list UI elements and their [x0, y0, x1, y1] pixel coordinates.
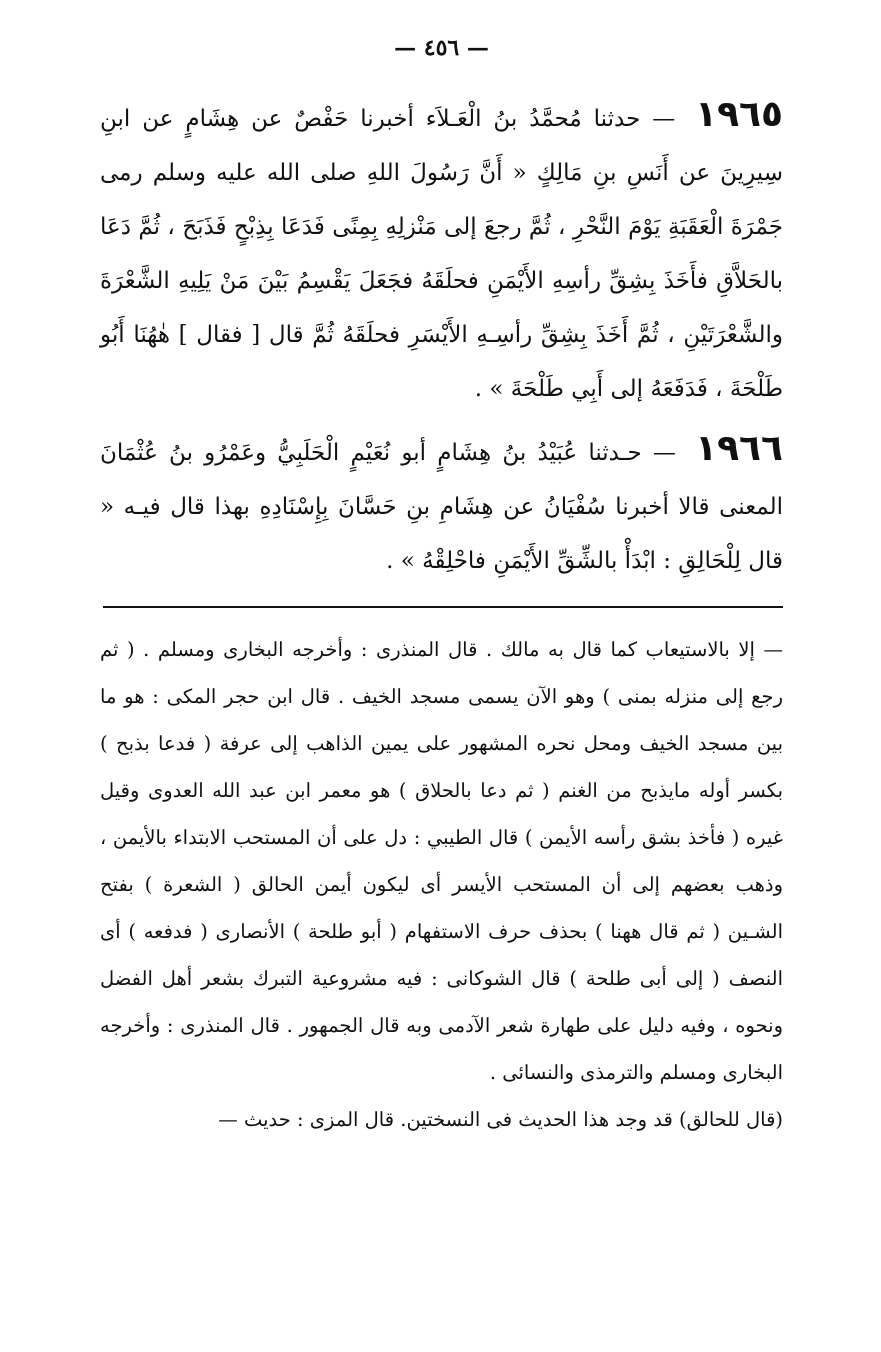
footnote-divider: [103, 606, 783, 608]
footnotes: — إلا بالاستيعاب كما قال به مالك . قال المنذرى : وأخرجه البخارى ومسلم . ( ثم رجع إلى منزله بمنى ) وهو الآن يسمى مسجد الخيف . قال ابن حجر المكى : هو ما بين مسجد الخيف ومحل نحره المشهور على يمين الذاهب إلى عرفة ( فدعا بذبح ) بكسر أوله مايذبح من الغنم ( ثم دعا بالحلاق ) هو معمر ابن عبد الله العدوى وقيل غيره ( فأخذ بشق رأسه الأيمن ) قال الطيبي : دل على أن المستحب الابتداء بالأيمن ، وذهب بعضهم إلى أن المستحب الأيسر أى ليكون أيمن الحالق ( الشعرة ) بفتح الشـين ( ثم قال ههنا ) بحذف حرف الاستفهام ( أبو طلحة ) الأنصارى ( فدفعه ) أى النصف ( إلى أبى طلحة ) قال الشوكانى : فيه مشروعية التبرك بشعر أهل الفضل ونحوه ، وفيه دليل على طهارة شعر الآدمى وبه قال الجمهور . قال المنذرى : وأخرجه البخارى ومسلم والترمذى والنسائى .: [100, 638, 783, 1084]
hadith-text: — حـدثنا عُبَيْدُ بنُ هِشَامٍ أبو نُعَيْمٍ الْحَلَبِيُّ وعَمْرُو بنُ عُثْمَانَ المعنى قالا أخبرنا سُفْيَانُ عن هِشَامِ بنِ حَسَّانَ بِإِسْنَادِهِ بهذا قال فيـه « قال لِلْحَالِقِ : ابْدَأْ بالشِّقِّ الأَيْمَنِ فاحْلِقْهُ » .: [100, 440, 783, 574]
hadith-number: ١٩٦٦: [695, 428, 783, 469]
page-number: — ٤٥٦ —: [394, 35, 489, 61]
hadith-1966: [100, 422, 783, 588]
hadith-number: ١٩٦٥: [695, 94, 783, 135]
footnote-continuation: (قال للحالق) قد وجد هذا الحديث فى النسختين. قال المزى : حديث —: [218, 1108, 783, 1131]
hadith-1965: [100, 88, 783, 416]
hadith-text: — حدثنا مُحمَّدُ بنُ الْعَـلاَء أخبرنا حَفْصٌ عن هِشَامٍ عن ابنِ سِيرِينَ عن أَنَسِ بنِ مَالِكٍ « أَنَّ رَسُولَ اللهِ صلى الله عليه وسلم رمى جَمْرَةَ الْعَقَبَةِ يَوْمَ النَّحْرِ ، ثُمَّ رجعَ إلى مَنْزلِهِ بِمِنًى فَدَعَا بِذِبْحٍ فَذَبَحَ ، ثُمَّ دَعَا بالحَلاَّقِ فأَخَذَ بِشِقِّ رأسِهِ الأَيْمَنِ فحلَقَهُ فجَعَلَ يَقْسِمُ بَيْنَ مَنْ يَلِيهِ الشَّعْرَةَ والشَّعْرَتَيْنِ ، ثُمَّ أَخَذَ بِشِقِّ رأسِـهِ الأَيْسَرِ فحلَقَهُ ثُمَّ قال [ فقال ] هٰهُنَا أَبُو طَلْحَةَ ، فَدَفَعَهُ إلى أَبِي طَلْحَةَ » .: [100, 106, 783, 402]
